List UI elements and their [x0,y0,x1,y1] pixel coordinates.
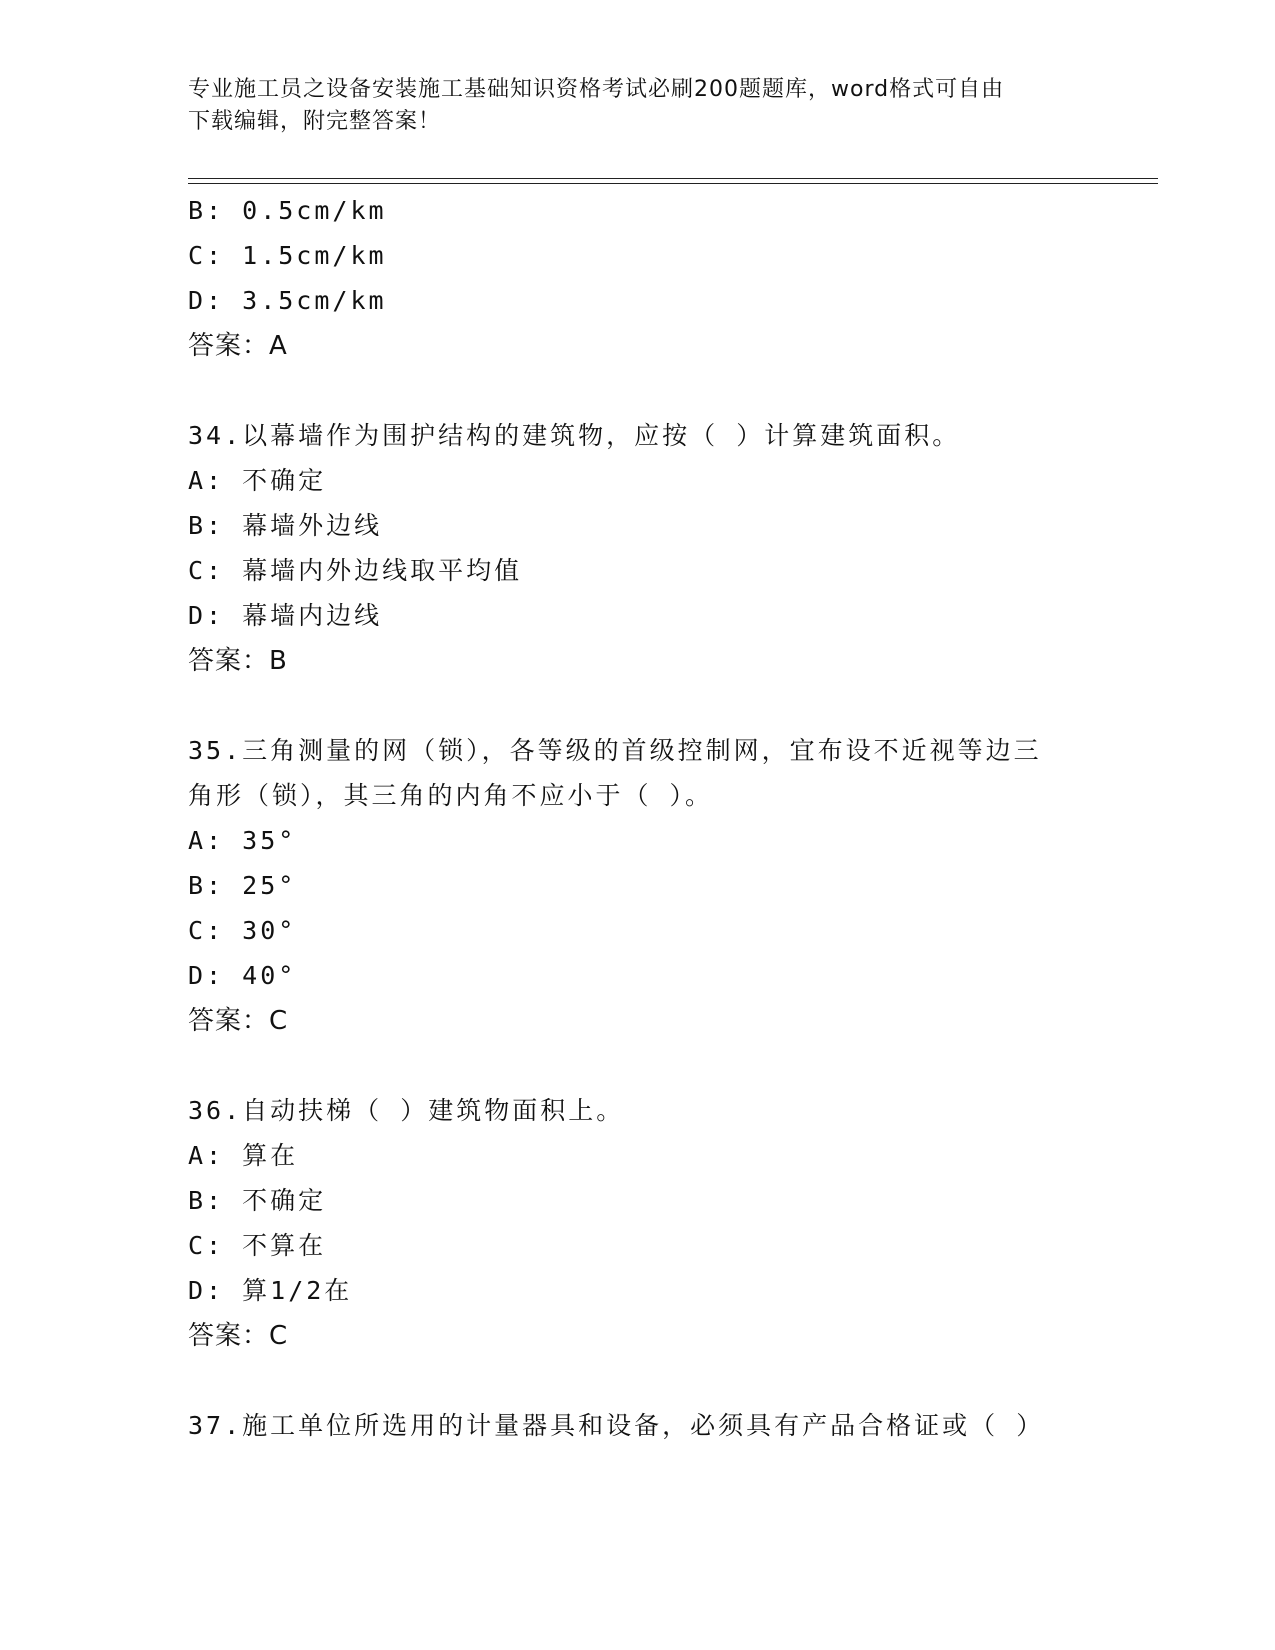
q35-option-b: B: 25° [188,871,297,900]
header-divider-bottom [188,183,1158,184]
q34-answer: 答案：B [188,646,288,676]
header-divider-top [188,178,1158,179]
q35-answer: 答案：C [188,1006,289,1036]
q37-stem: 37.施工单位所选用的计量器具和设备，必须具有产品合格证或（ ） [188,1411,1045,1440]
q36-option-a: A: 算在 [188,1141,299,1170]
q33-option-c: C: 1.5cm/km [188,241,387,270]
q36-stem: 36.自动扶梯（ ）建筑物面积上。 [188,1096,625,1125]
q33-option-b: B: 0.5cm/km [188,196,387,225]
q34-option-b: B: 幕墙外边线 [188,511,383,540]
header-line-2: 下载编辑，附完整答案！ [188,109,442,134]
q36-option-c: C: 不算在 [188,1231,327,1260]
q35-option-c: C: 30° [188,916,297,945]
q35-option-d: D: 40° [188,961,297,990]
q34-stem: 34.以幕墙作为围护结构的建筑物，应按（ ）计算建筑面积。 [188,421,961,450]
document-header [188,74,1088,138]
q36-option-d: D: 算1/2在 [188,1276,353,1305]
q35-stem-line-2: 角形（锁），其三角的内角不应小于（ ）。 [188,781,714,810]
q33-option-d: D: 3.5cm/km [188,286,387,315]
q35-option-a: A: 35° [188,826,297,855]
q36-answer: 答案：C [188,1321,289,1351]
header-line-1: 专业施工员之设备安装施工基础知识资格考试必刷200题题库，word格式可自由 [188,77,1005,102]
q36-option-b: B: 不确定 [188,1186,327,1215]
q34-option-c: C: 幕墙内外边线取平均值 [188,556,523,585]
q35-stem-line-1: 35.三角测量的网（锁），各等级的首级控制网，宜布设不近视等边三 [188,736,1042,765]
q34-option-a: A: 不确定 [188,466,327,495]
q33-answer: 答案：A [188,331,288,361]
q34-option-d: D: 幕墙内边线 [188,601,383,630]
